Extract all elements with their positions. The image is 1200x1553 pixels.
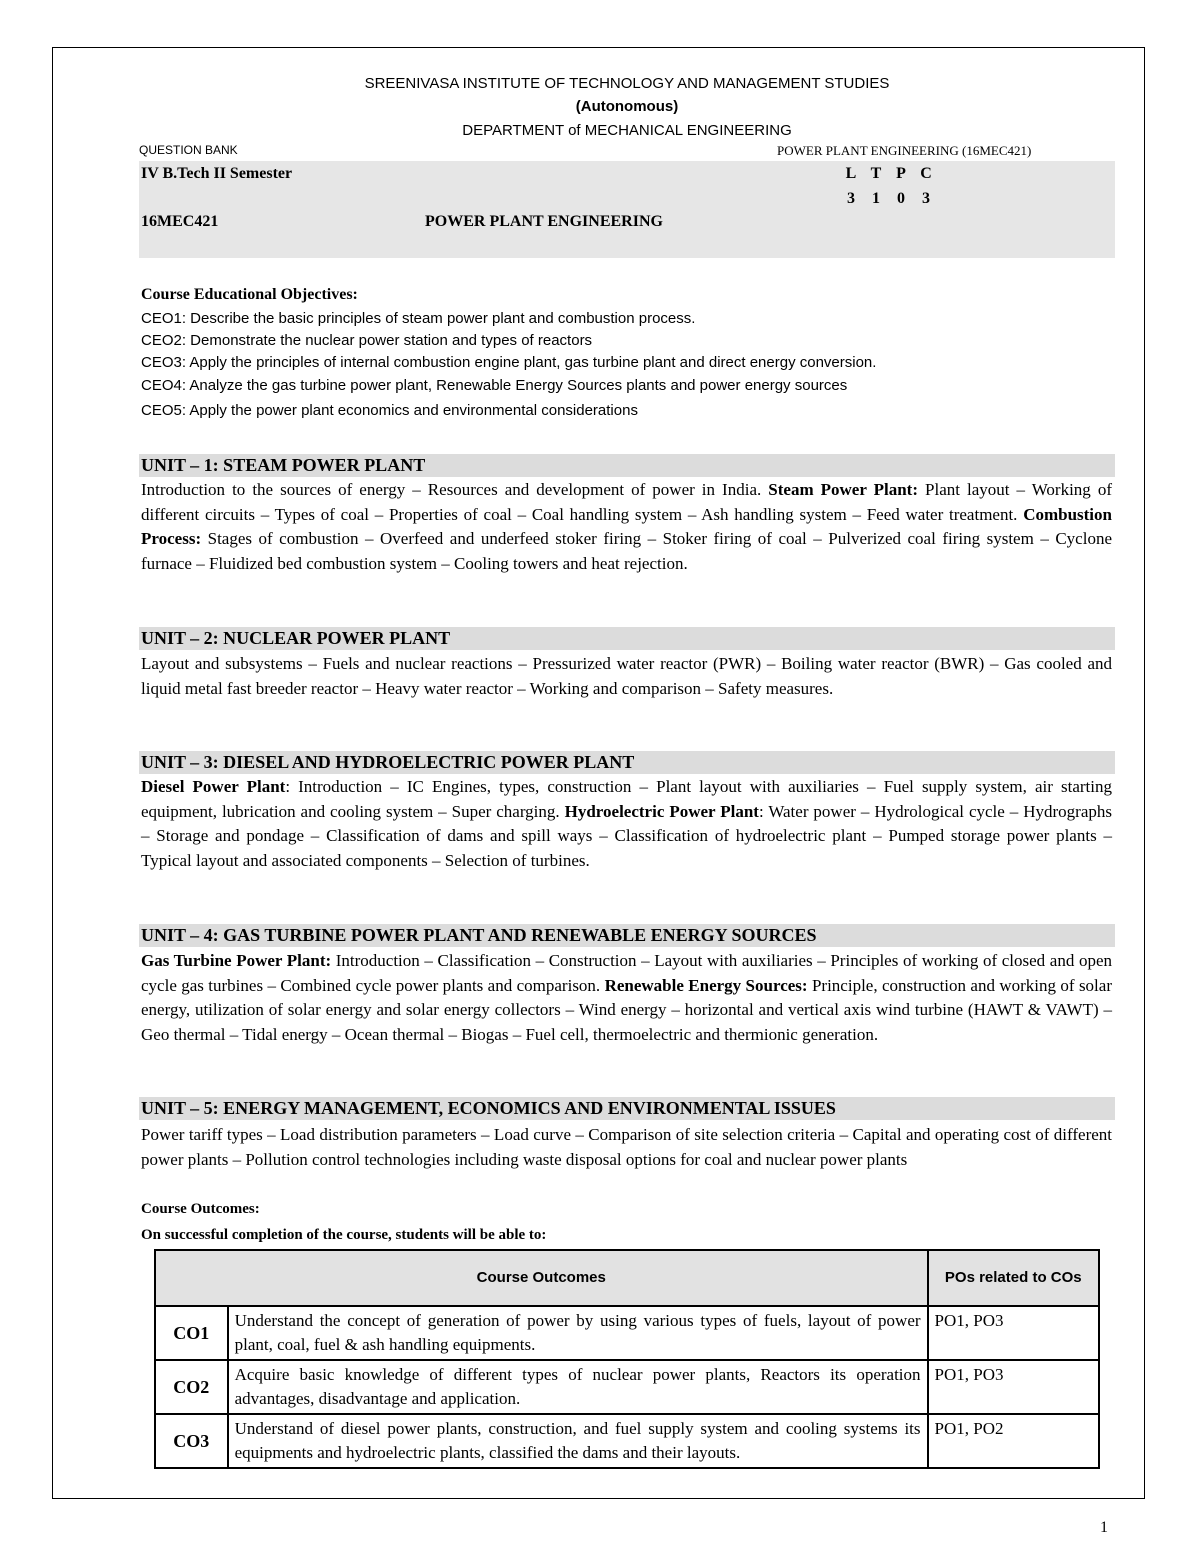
unit-4-bold: Renewable Energy Sources: <box>604 975 808 995</box>
co-pos: PO1, PO3 <box>928 1306 1099 1360</box>
department-name: DEPARTMENT of MECHANICAL ENGINEERING <box>462 122 792 139</box>
unit-4-body <box>141 949 1112 1047</box>
objective-item: CEO5: Apply the power plant economics and environmental considerations <box>141 402 638 419</box>
unit-4-text: Introduction – Classification – Construction – Layout with auxiliaries – Principles of working of closed and open cycle gas turbines – Combined cycle power plants and comparison. <box>141 951 1112 995</box>
objective-item: CEO2: Demonstrate the nuclear power station and types of reactors <box>141 332 593 349</box>
course-code: 16MEC421 <box>141 213 219 230</box>
unit-3-text: : Introduction – IC Engines, types, construction – Plant layout with auxiliaries – Fuel supply system, air starting equipment, lubrication and cooling system – Super charging. <box>141 777 1112 821</box>
unit-5-text: Power tariff types – Load distribution parameters – Load curve – Comparison of site selection criteria – Capital and operating cost of different power plants – Pollution control technologies including waste disposal options for coal and nuclear power plants <box>141 1125 1112 1169</box>
unit-2-body <box>141 652 1112 701</box>
ltpc-label-c: C <box>920 165 932 182</box>
ltpc-label-l: L <box>845 165 857 182</box>
unit-4-text: Principle, construction and working of solar energy, utilization of solar energy and solar energy collectors – Wind energy – horizontal and vertical axis wind turbine (HAWT & VAWT) – Geo thermal – Tidal energy – Ocean thermal – Biogas – Fuel cell, thermoelectric and thermionic generation. <box>141 975 1112 1044</box>
ltpc-value-l: 3 <box>847 190 855 207</box>
co-description: Understand the concept of generation of power by using various types of fuels, layout of power plant, coal, fuel & ash handling equipments. <box>228 1306 928 1360</box>
objective-item: CEO3: Apply the principles of internal combustion engine plant, gas turbine plant and direct energy conversion. <box>141 354 877 371</box>
unit-3-bold: Diesel Power Plant <box>141 777 286 796</box>
objective-item: CEO4: Analyze the gas turbine power plant, Renewable Energy Sources plants and power energy sources <box>141 377 848 394</box>
unit-1-title: UNIT – 1: STEAM POWER PLANT <box>139 454 1115 477</box>
co-code: CO3 <box>155 1414 228 1468</box>
question-bank-label: QUESTION BANK <box>139 143 238 157</box>
semester-label: IV B.Tech II Semester <box>141 165 293 182</box>
table-header-row <box>155 1250 1099 1306</box>
unit-1-bold: Combustion Process: <box>141 504 1112 549</box>
subject-reference: POWER PLANT ENGINEERING (16MEC421) <box>777 143 1032 158</box>
ltpc-value-p: 0 <box>897 190 905 207</box>
header-pos: POs related to COs <box>928 1250 1099 1306</box>
co-pos: PO1, PO3 <box>928 1360 1099 1414</box>
unit-3-title: UNIT – 3: DIESEL AND HYDROELECTRIC POWER PLANT <box>139 751 1115 774</box>
unit-4-bold: Gas Turbine Power Plant: <box>141 951 332 970</box>
unit-5-body <box>141 1123 1112 1172</box>
institute-name: SREENIVASA INSTITUTE OF TECHNOLOGY AND MANAGEMENT STUDIES <box>364 75 890 92</box>
ltpc-label-t: T <box>870 165 882 182</box>
header-course-outcomes: Course Outcomes <box>155 1250 928 1306</box>
outcomes-subtitle: On successful completion of the course, students will be able to: <box>141 1227 547 1243</box>
unit-3-text: : Water power – Hydrological cycle – Hydrographs – Storage and pondage – Classification of dams and spill ways – Classification of hydroelectric plant – Pumped storage power plants – Typical layout and associated components – Selection of turbines. <box>141 801 1112 870</box>
unit-3-bold: Hydroelectric Power Plant <box>564 801 759 821</box>
course-info-box <box>139 161 1115 258</box>
co-pos: PO1, PO2 <box>928 1414 1099 1468</box>
table-row <box>155 1306 1099 1360</box>
unit-5-title: UNIT – 5: ENERGY MANAGEMENT, ECONOMICS AND ENVIRONMENTAL ISSUES <box>139 1097 1115 1120</box>
co-code: CO1 <box>155 1306 228 1360</box>
ltpc-value-t: 1 <box>872 190 880 207</box>
co-description: Understand of diesel power plants, construction, and fuel supply system and cooling systems its equipments and hydroelectric plants, classified the dams and their layouts. <box>228 1414 928 1468</box>
unit-1-text: Plant layout – Working of different circuits – Types of coal – Properties of coal – Coal handling system – Ash handling system – Feed water treatment. <box>141 480 1112 524</box>
page-number: 1 <box>1100 1519 1108 1536</box>
course-title: POWER PLANT ENGINEERING <box>425 213 663 230</box>
objectives-title: Course Educational Objectives: <box>141 286 358 303</box>
unit-1-body <box>141 478 1112 576</box>
unit-1-bold: Steam Power Plant: <box>768 480 918 499</box>
co-code: CO2 <box>155 1360 228 1414</box>
ltpc-value-c: 3 <box>922 190 930 207</box>
objective-item: CEO1: Describe the basic principles of steam power plant and combustion process. <box>141 310 696 327</box>
unit-1-text: Stages of combustion – Overfeed and underfeed stoker firing – Stoker firing of coal – Pulverized coal firing system – Cyclone furnace – Fluidized bed combustion system – Cooling towers and heat rejection. <box>141 529 1112 573</box>
table-row <box>155 1360 1099 1414</box>
autonomous-label: (Autonomous) <box>575 98 679 115</box>
question-bank-row <box>139 143 1115 161</box>
unit-2-text: Layout and subsystems – Fuels and nuclear reactions – Pressurized water reactor (PWR) – Boiling water reactor (BWR) – Gas cooled and liquid metal fast breeder reactor – Heavy water reactor – Working and comparison – Safety measures. <box>141 654 1112 698</box>
unit-3-body <box>141 775 1112 873</box>
ltpc-label-p: P <box>896 165 906 182</box>
table-row <box>155 1414 1099 1468</box>
unit-4-title: UNIT – 4: GAS TURBINE POWER PLANT AND RENEWABLE ENERGY SOURCES <box>139 924 1115 947</box>
unit-2-title: UNIT – 2: NUCLEAR POWER PLANT <box>139 627 1115 650</box>
co-description: Acquire basic knowledge of different types of nuclear power plants, Reactors its operation advantages, disadvantage and application. <box>228 1360 928 1414</box>
outcomes-title: Course Outcomes: <box>141 1201 260 1217</box>
outcomes-table <box>154 1249 1100 1469</box>
unit-1-text: Introduction to the sources of energy – Resources and development of power in India. <box>141 480 769 499</box>
